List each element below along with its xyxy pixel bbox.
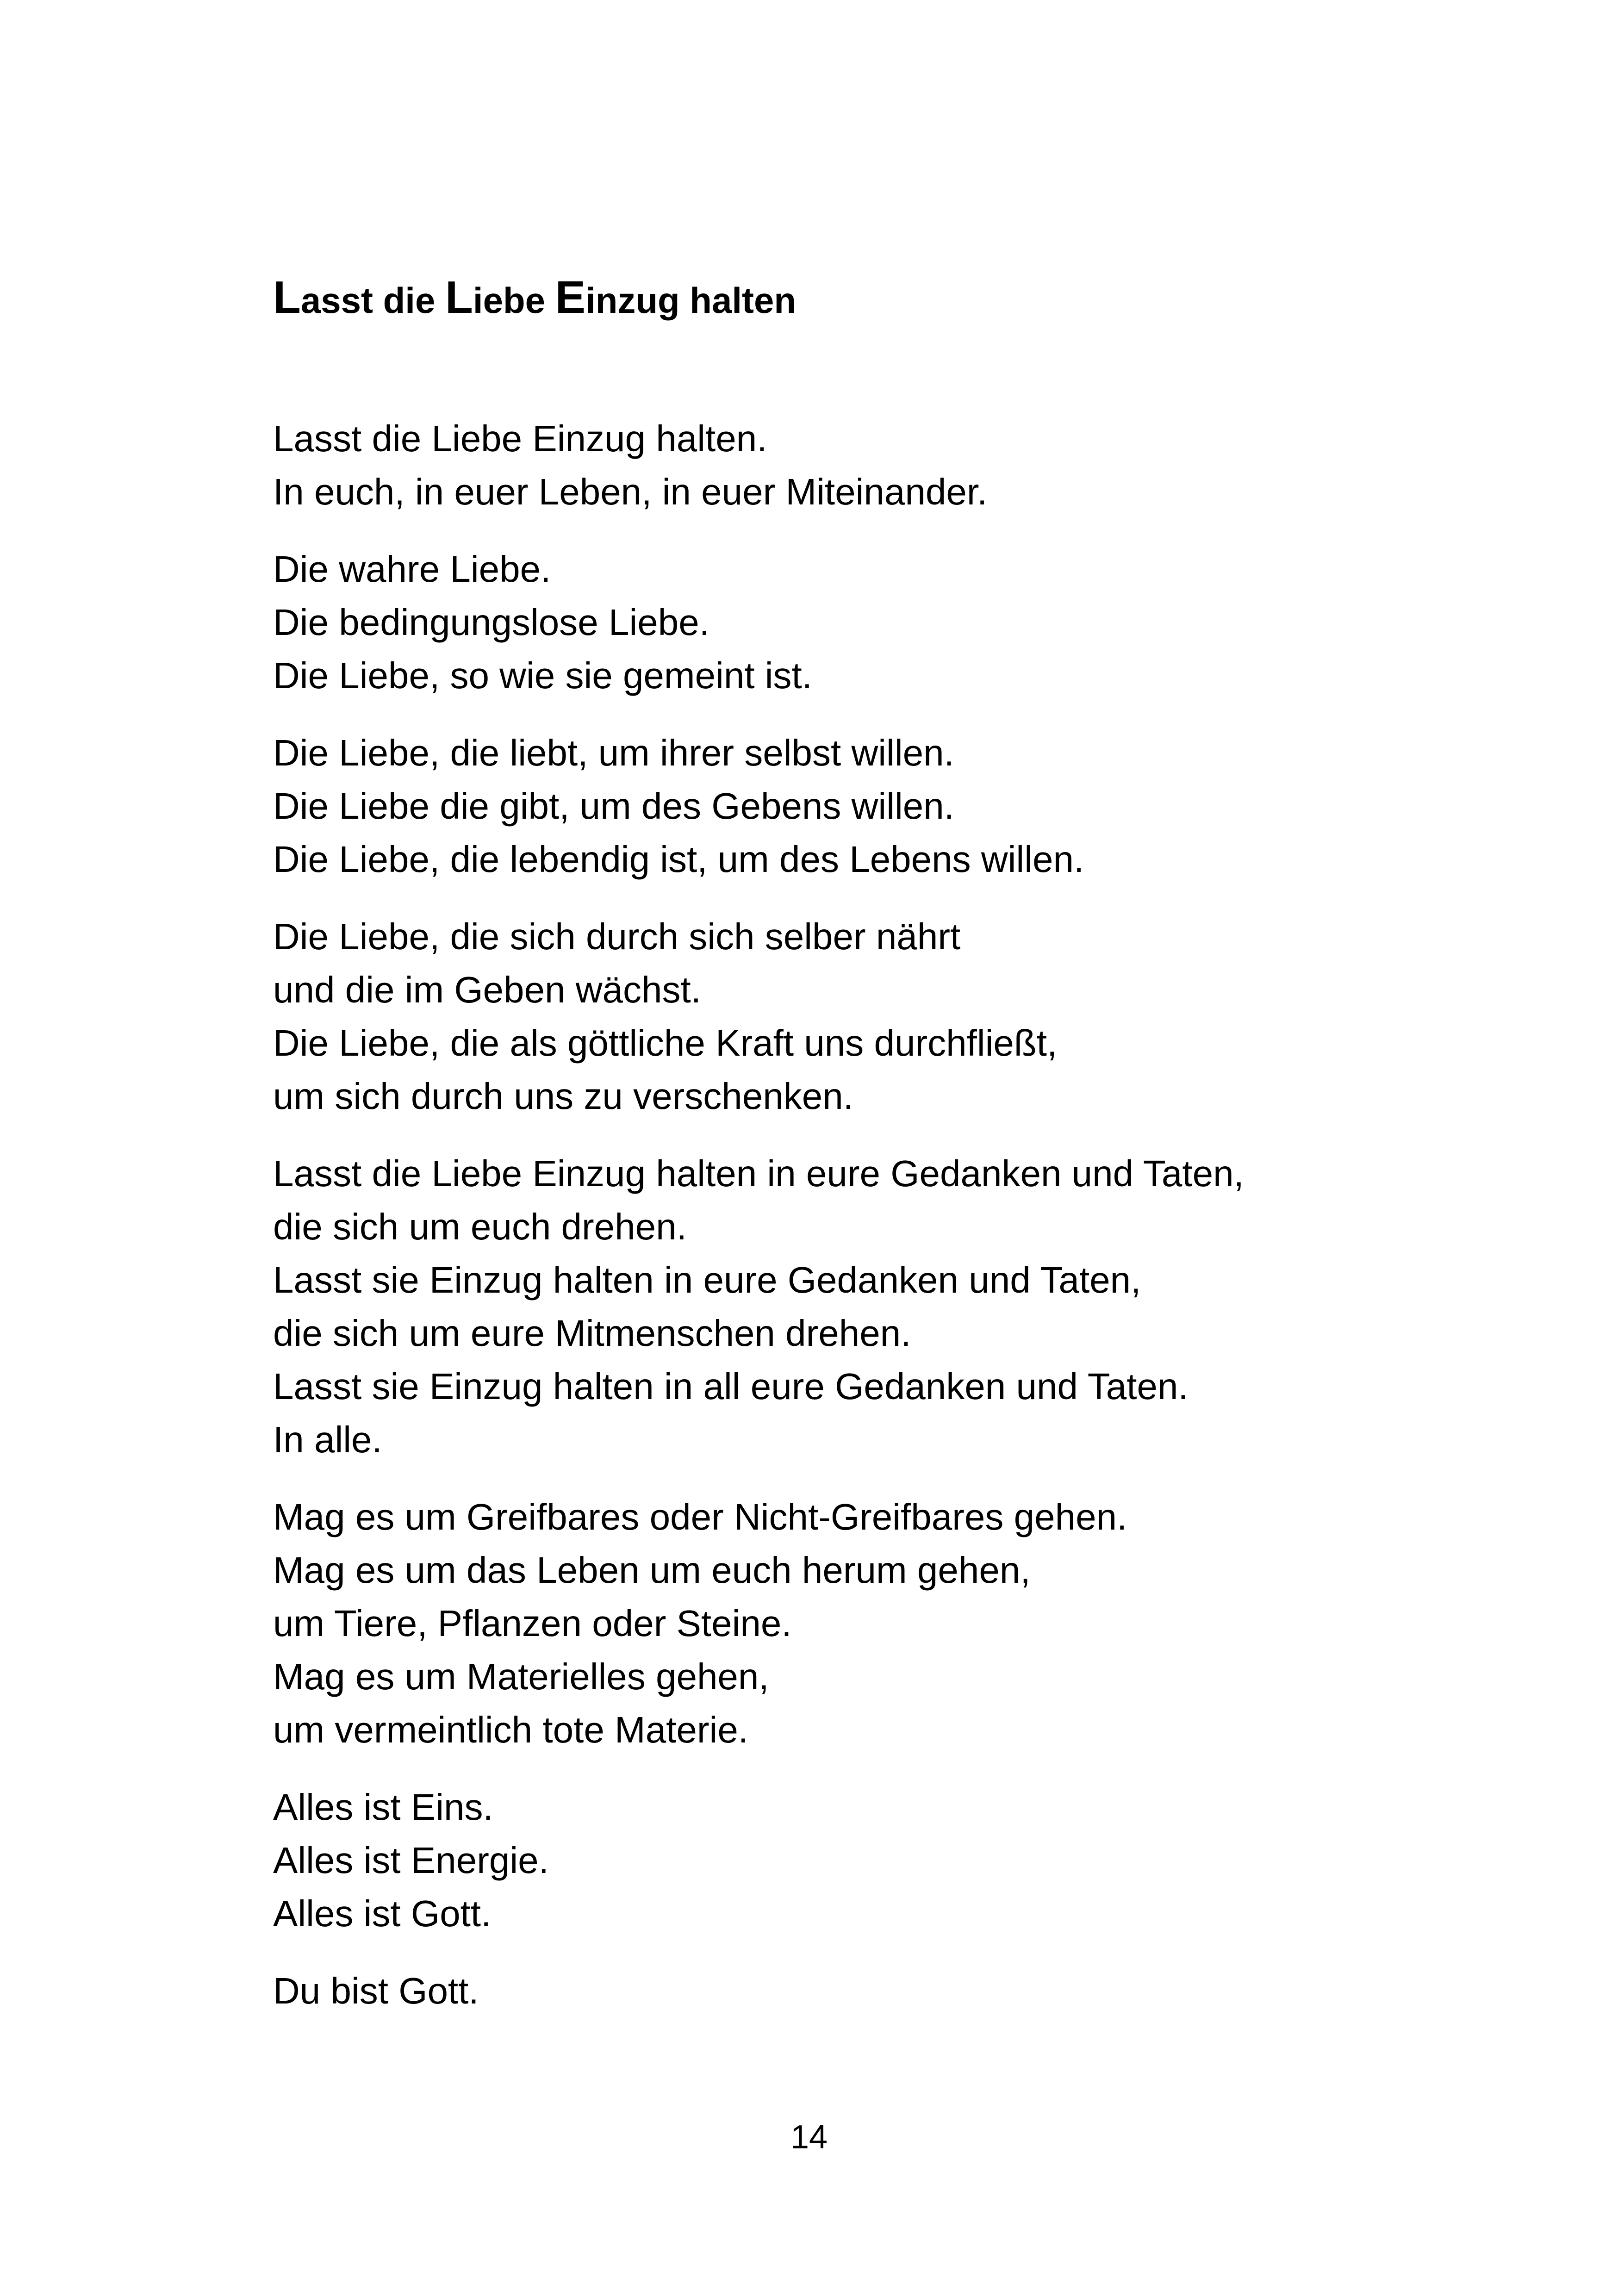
- poem-line: die sich um eure Mitmenschen drehen.: [273, 1313, 911, 1354]
- poem-body: [273, 412, 1430, 2041]
- poem-line: Lasst sie Einzug halten in eure Gedanken und Taten,: [273, 1259, 1141, 1300]
- poem-line: Die Liebe, so wie sie gemeint ist.: [273, 655, 812, 696]
- poem-line: die sich um euch drehen.: [273, 1206, 687, 1247]
- poem-title: [273, 274, 796, 324]
- poem-line: Die bedingungslose Liebe.: [273, 602, 709, 643]
- poem-line: Die Liebe die gibt, um des Gebens willen.: [273, 785, 954, 827]
- stanza-2: [273, 542, 1430, 702]
- title-word: iebe: [473, 280, 555, 321]
- poem-line: und die im Geben wächst.: [273, 969, 701, 1010]
- poem-line: Die Liebe, die als göttliche Kraft uns durchfließt,: [273, 1022, 1058, 1064]
- stanza-6: [273, 1490, 1430, 1756]
- title-initial: L: [445, 272, 473, 323]
- stanza-5: [273, 1147, 1430, 1466]
- poem-line: In alle.: [273, 1419, 382, 1460]
- title-word: asst die: [300, 280, 446, 321]
- title-word: inzug halten: [585, 280, 797, 321]
- stanza-1: [273, 412, 1430, 518]
- poem-line: Mag es um Greifbares oder Nicht-Greifbares gehen.: [273, 1496, 1127, 1537]
- poem-line: Mag es um das Leben um euch herum gehen,: [273, 1549, 1031, 1591]
- poem-line: Du bist Gott.: [273, 1970, 479, 2011]
- poem-line: um vermeintlich tote Materie.: [273, 1709, 749, 1750]
- poem-line: Alles ist Gott.: [273, 1893, 492, 1934]
- title-initial: L: [273, 272, 301, 323]
- poem-line: Lasst die Liebe Einzug halten in eure Gedanken und Taten,: [273, 1153, 1244, 1194]
- poem-line: In euch, in euer Leben, in euer Miteinander.: [273, 471, 988, 512]
- poem-line: um Tiere, Pflanzen oder Steine.: [273, 1603, 792, 1644]
- poem-line: Die Liebe, die liebt, um ihrer selbst willen.: [273, 732, 954, 773]
- page-number: 14: [790, 2119, 828, 2156]
- poem-line: Lasst die Liebe Einzug halten.: [273, 418, 767, 459]
- stanza-7: [273, 1780, 1430, 1940]
- title-initial: E: [555, 272, 586, 323]
- poem-line: Die Liebe, die sich durch sich selber nährt: [273, 916, 961, 957]
- poem-line: Die wahre Liebe.: [273, 548, 551, 590]
- stanza-4: [273, 910, 1430, 1123]
- poem-line: Lasst sie Einzug halten in all eure Gedanken und Taten.: [273, 1366, 1189, 1407]
- stanza-3: [273, 726, 1430, 886]
- poem-line: um sich durch uns zu verschenken.: [273, 1076, 853, 1117]
- stanza-8: [273, 1964, 1430, 2017]
- poem-line: Die Liebe, die lebendig ist, um des Lebens willen.: [273, 839, 1084, 880]
- poem-line: Mag es um Materielles gehen,: [273, 1656, 769, 1697]
- poem-line: Alles ist Eins.: [273, 1786, 493, 1828]
- poem-line: Alles ist Energie.: [273, 1840, 549, 1881]
